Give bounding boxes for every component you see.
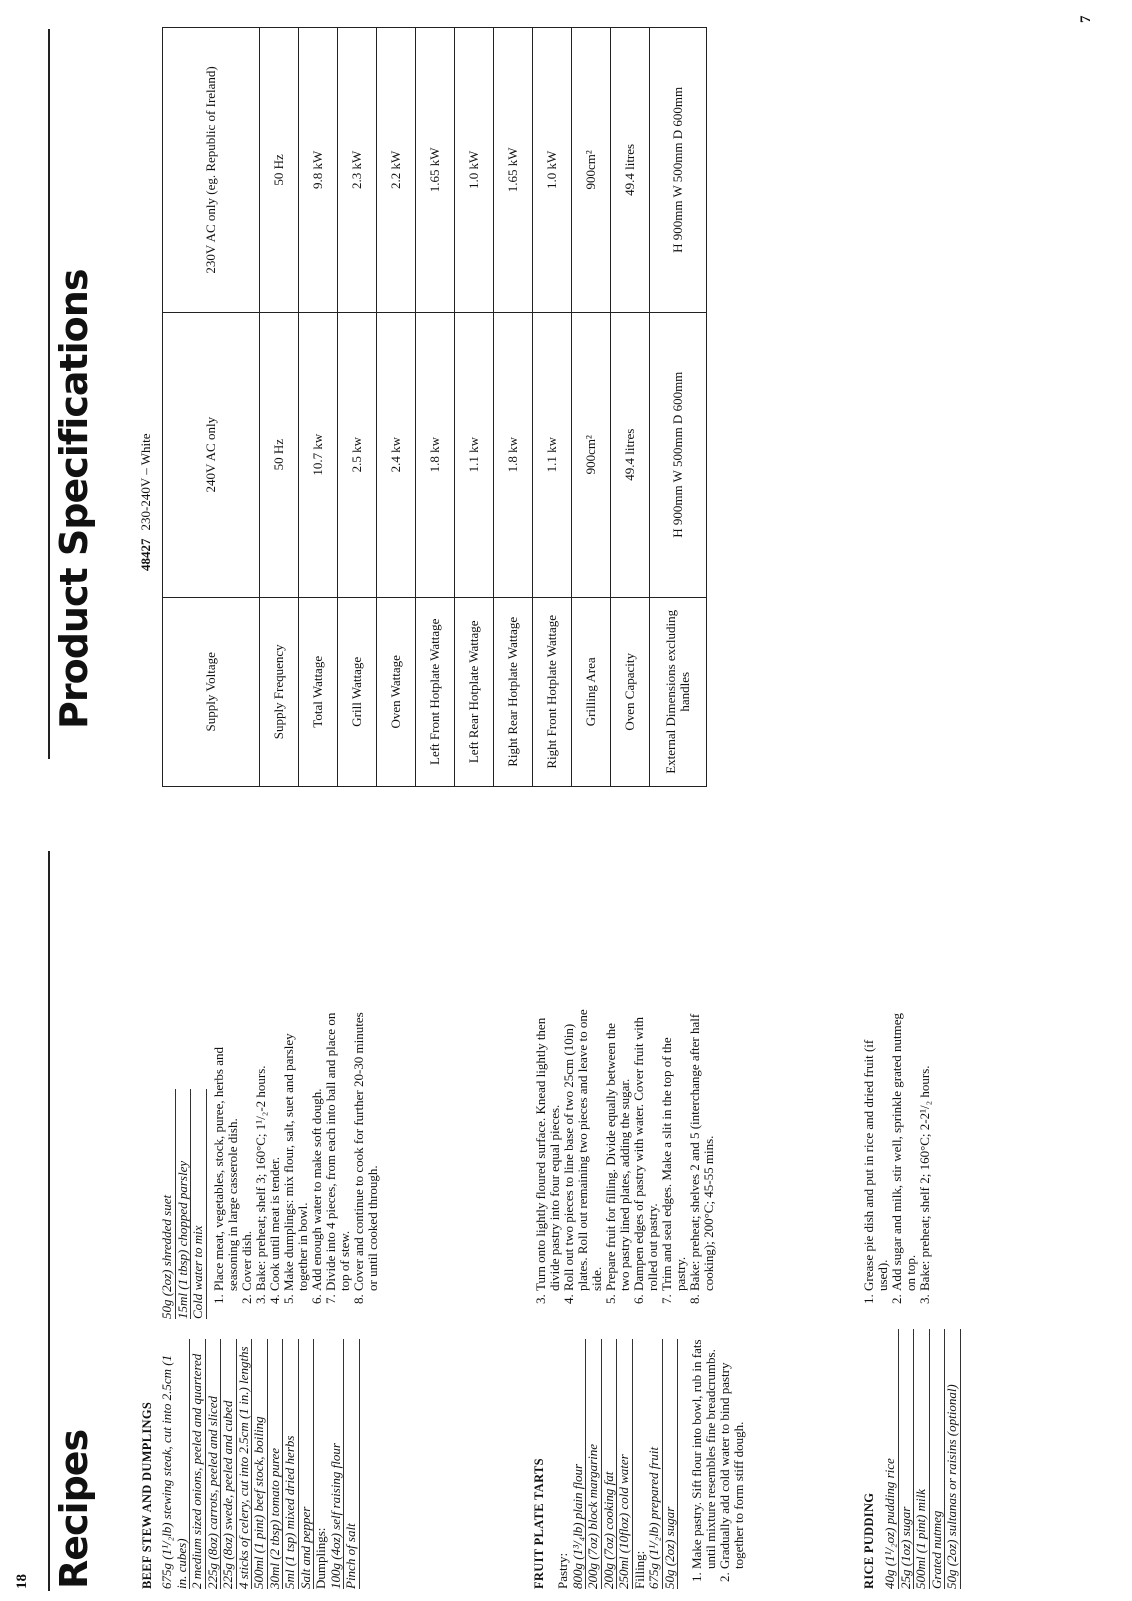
ingredient-item: Grated nutmeg	[930, 1329, 946, 1589]
spec-label: Oven Capacity	[611, 597, 650, 786]
ingredient-item: Salt and pepper	[299, 1339, 315, 1589]
spec-label: Supply Voltage	[163, 597, 260, 786]
ingredient-item: Pastry:	[555, 1552, 570, 1589]
model-number: 48427	[138, 538, 153, 571]
spec-value-230v: 230V AC only (eg. Republic of Ireland)	[163, 28, 260, 313]
step-item: 7. Divide into 4 pieces, from each into ball and place on top of stew.	[324, 1011, 352, 1291]
spec-row	[494, 28, 533, 787]
page-title-recipes: Recipes	[52, 1429, 96, 1589]
spec-value-230v: 2.3 kW	[338, 28, 377, 313]
beef-ingredients-list-2	[160, 1089, 207, 1319]
ingredient-item: Filling:	[631, 1550, 647, 1589]
ingredient-item: 15ml (1 tbsp) chopped parsley	[176, 1089, 192, 1319]
ingredient-item: 675g (1¹/₂lb) prepared fruit	[647, 1339, 663, 1589]
spec-row	[455, 28, 494, 787]
model-line	[138, 433, 154, 571]
spec-value-240v: 50 Hz	[260, 312, 299, 597]
spec-table	[162, 27, 707, 787]
recipe-title-rice: RICE PUDDING	[862, 1492, 876, 1589]
page-number-left: 18	[14, 1574, 30, 1589]
spec-label: Right Rear Hotplate Wattage	[494, 597, 533, 786]
ingredient-item: 800g (1³/₄lb) plain flour	[571, 1339, 587, 1589]
spec-value-240v: 49.4 litres	[611, 312, 650, 597]
step-item: 5. Prepare fruit for filling. Divide equally between the two pastry lined plates, adding the sugar.	[604, 1006, 632, 1291]
ingredient-item: 200g (7oz) cooking fat	[602, 1339, 618, 1589]
spec-row	[338, 28, 377, 787]
ingredient-item: Cold water to mix	[191, 1089, 207, 1319]
ingredient-item: 500ml (1 pint) milk	[914, 1329, 930, 1589]
spec-label: Grilling Area	[572, 597, 611, 786]
spec-row	[163, 28, 260, 787]
ingredient-item: Pinch of salt	[344, 1339, 360, 1589]
ingredient-item: 225g (8oz) carrots, peeled and sliced	[206, 1339, 222, 1589]
spec-row	[572, 28, 611, 787]
spec-label: Grill Wattage	[338, 597, 377, 786]
spec-label: Total Wattage	[299, 597, 338, 786]
fruit-steps-a	[690, 1319, 746, 1589]
spec-label: Left Front Hotplate Wattage	[416, 597, 455, 786]
ingredient-item: 30ml (2 tbsp) tomato puree	[268, 1339, 284, 1589]
ingredient-item: 500ml (1 pint) beef stock, boiling	[252, 1339, 268, 1589]
ingredient-item: 200g (7oz) block margarine	[586, 1339, 602, 1589]
beef-steps	[212, 1011, 380, 1311]
page-title-specs: Product Specifications	[52, 269, 96, 729]
step-item: 1. Make pastry. Sift flour into bowl, rub in fats until mixture resembles fine breadcrumbs.	[690, 1319, 718, 1569]
page-number-right: 7	[1078, 15, 1094, 23]
spec-row	[260, 28, 299, 787]
step-item: 2. Gradually add cold water to bind pastry together to form stiff dough.	[718, 1319, 746, 1569]
spec-row	[533, 28, 572, 787]
step-item: 8. Cover and continue to cook for further 20-30 minutes or until cooked through.	[352, 1011, 380, 1291]
spec-row	[299, 28, 338, 787]
step-item: 4. Roll out two pieces to line base of two 25cm (10in) plates. Roll out remaining two pieces and leave to one side.	[562, 1006, 604, 1291]
ingredient-item: 5ml (1 tsp) mixed dried herbs	[283, 1339, 299, 1589]
step-item: 3. Turn onto lightly floured surface. Knead lightly then divide pastry into four equal pieces.	[534, 1006, 562, 1291]
fruit-steps-b	[534, 1006, 716, 1311]
ingredient-item: 675g (1¹/₂lb) stewing steak, cut into 2.5cm (1 in. cubes)	[160, 1339, 190, 1589]
ingredient-item: Dumplings:	[313, 1527, 328, 1589]
ingredient-item: 2 medium sized onions, peeled and quartered	[190, 1339, 206, 1589]
recipe-title-fruit: FRUIT PLATE TARTS	[532, 1458, 546, 1589]
step-item: 3. Bake: preheat; shelf 2; 160°C; 2-2¹/₂ hours.	[918, 1006, 932, 1291]
recipe-title-beef: BEEF STEW AND DUMPLINGS	[140, 1401, 154, 1589]
spec-row	[650, 28, 707, 787]
step-item: 8. Bake: preheat; shelves 2 and 5 (interchange after half cooking); 200°C; 45-55 mins.	[688, 1006, 716, 1291]
spec-value-240v: 1.8 kw	[416, 312, 455, 597]
fruit-ingredients-list	[556, 1339, 678, 1589]
ingredient-item: 225g (8oz) swede, peeled and cubed	[221, 1339, 237, 1589]
ingredient-item: 25g (1oz) sugar	[899, 1329, 915, 1589]
ingredient-item: 4 sticks of celery, cut into 2.5cm (1 in.) lengths	[237, 1339, 253, 1589]
title-rule-left	[48, 851, 50, 1591]
spec-value-230v: 9.8 kW	[299, 28, 338, 313]
rice-ingredients-list	[883, 1329, 961, 1589]
spec-value-240v: 1.1 kw	[533, 312, 572, 597]
spec-value-240v: 900cm²	[572, 312, 611, 597]
spec-value-240v: 10.7 kw	[299, 312, 338, 597]
spec-label: Right Front Hotplate Wattage	[533, 597, 572, 786]
spec-value-240v: 2.4 kw	[377, 312, 416, 597]
step-item: 1. Place meat, vegetables, stock, puree, herbs and seasoning in large casserole dish.	[212, 1011, 240, 1291]
spec-value-230v: H 900mm W 500mm D 600mm	[650, 28, 707, 313]
beef-ingredients-list	[160, 1339, 360, 1589]
spec-label: External Dimensions excluding handles	[650, 597, 707, 786]
step-item: 2. Add sugar and milk, stir well, sprinkle grated nutmeg on top.	[890, 1006, 918, 1291]
spec-row	[611, 28, 650, 787]
spec-value-240v: 240V AC only	[163, 312, 260, 597]
spec-value-240v: 1.1 kw	[455, 312, 494, 597]
ingredient-item: 50g (2oz) sultanas or raisins (optional)	[945, 1329, 961, 1589]
step-item: 1. Grease pie dish and put in rice and dried fruit (if used).	[862, 1006, 890, 1291]
spec-value-240v: 1.8 kw	[494, 312, 533, 597]
step-item: 6. Add enough water to make soft dough.	[310, 1011, 324, 1291]
step-item: 6. Dampen edges of pastry with water. Cover fruit with rolled out pastry.	[632, 1006, 660, 1291]
spec-value-230v: 900cm²	[572, 28, 611, 313]
spec-value-230v: 1.65 kW	[416, 28, 455, 313]
ingredient-item: 40g (1¹/₂oz) pudding rice	[883, 1329, 899, 1589]
spec-row	[416, 28, 455, 787]
ingredient-item: 100g (4oz) self raising flour	[329, 1339, 345, 1589]
rice-steps	[862, 1006, 932, 1311]
spec-value-230v: 1.0 kW	[533, 28, 572, 313]
spec-label: Oven Wattage	[377, 597, 416, 786]
step-item: 2. Cover dish.	[240, 1011, 254, 1291]
model-description: 230-240V – White	[138, 433, 153, 531]
title-rule-right	[48, 29, 50, 759]
step-item: 5. Make dumplings: mix flour, salt, suet and parsley together in bowl.	[282, 1011, 310, 1291]
step-item: 4. Cook until meat is tender.	[268, 1011, 282, 1291]
ingredient-item: 250ml (10floz) cold water	[617, 1339, 633, 1589]
spec-value-240v: H 900mm W 500mm D 600mm	[650, 312, 707, 597]
spec-value-230v: 49.4 litres	[611, 28, 650, 313]
spec-value-230v: 2.2 kW	[377, 28, 416, 313]
spec-label: Supply Frequency	[260, 597, 299, 786]
spec-value-230v: 50 Hz	[260, 28, 299, 313]
spec-value-230v: 1.0 kW	[455, 28, 494, 313]
spec-value-230v: 1.65 kW	[494, 28, 533, 313]
spec-value-240v: 2.5 kw	[338, 312, 377, 597]
step-item: 3. Bake: preheat; shelf 3; 160°C; 1¹/₂-2 hours.	[254, 1011, 268, 1291]
spec-label: Left Rear Hotplate Wattage	[455, 597, 494, 786]
step-item: 7. Trim and seal edges. Make a slit in the top of the pastry.	[660, 1006, 688, 1291]
spec-row	[377, 28, 416, 787]
ingredient-item: 50g (2oz) shredded suet	[160, 1089, 176, 1319]
ingredient-item: 50g (2oz) sugar	[663, 1339, 679, 1589]
